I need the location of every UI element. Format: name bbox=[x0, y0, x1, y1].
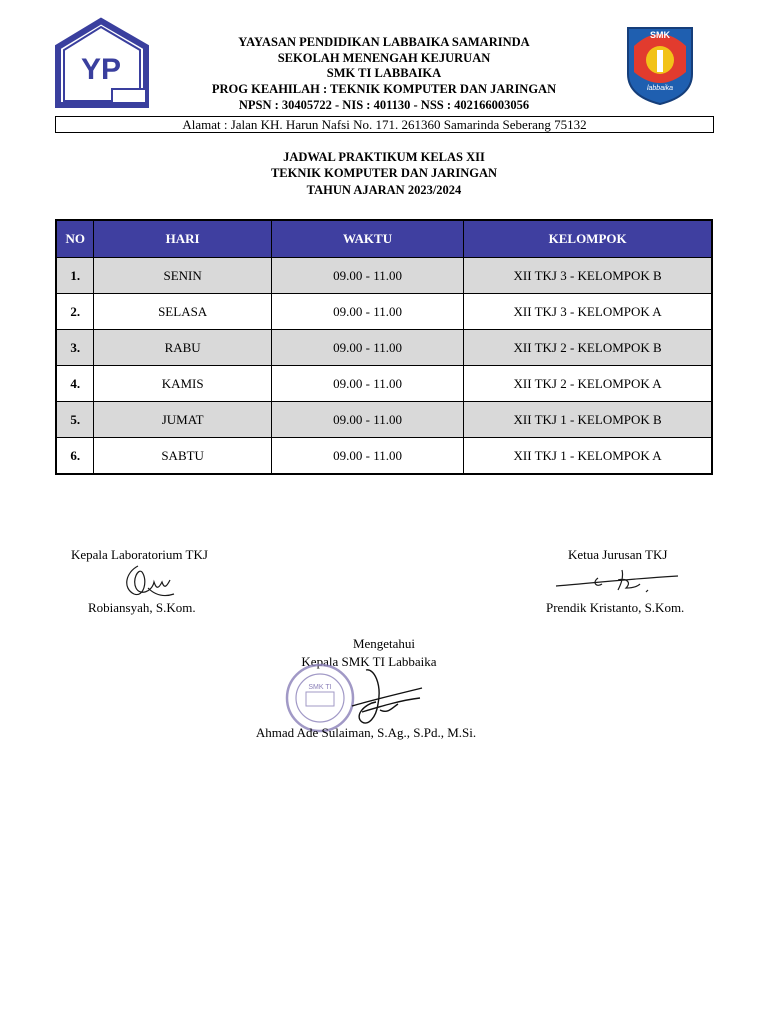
stamp-text: SMK TI bbox=[308, 684, 332, 691]
foundation-name: YAYASAN PENDIDIKAN LABBAIKA SAMARINDA bbox=[238, 35, 530, 49]
table-row bbox=[56, 294, 712, 330]
school-address: Alamat : Jalan KH. Harun Nafsi No. 171. 261360 Samarinda Seberang 75132 bbox=[55, 116, 714, 133]
dept-head-name: Prendik Kristanto, S.Kom. bbox=[546, 600, 685, 615]
doc-title: JADWAL PRAKTIKUM KELAS XII bbox=[283, 150, 485, 164]
principal-role: Kepala SMK TI Labbaika bbox=[301, 654, 437, 669]
cell-waktu: 09.00 - 11.00 bbox=[271, 402, 463, 438]
doc-subtitle: TEKNIK KOMPUTER DAN JARINGAN bbox=[270, 166, 498, 180]
dept-head-role: Ketua Jurusan TKJ bbox=[568, 547, 668, 562]
principal-signature-icon bbox=[332, 664, 424, 734]
table-row bbox=[56, 366, 712, 402]
schedule-table bbox=[55, 219, 713, 475]
cell-waktu: 09.00 - 11.00 bbox=[271, 366, 463, 402]
table-row bbox=[56, 438, 712, 475]
cell-no: 4. bbox=[56, 366, 94, 402]
cell-waktu: 09.00 - 11.00 bbox=[271, 258, 463, 294]
cell-no: 2. bbox=[56, 294, 94, 330]
header-hari: HARI bbox=[94, 220, 271, 258]
cell-no: 5. bbox=[56, 402, 94, 438]
lab-head-name: Robiansyah, S.Kom. bbox=[88, 600, 196, 615]
cell-no: 6. bbox=[56, 438, 94, 475]
lab-head-role: Kepala Laboratorium TKJ bbox=[71, 547, 208, 562]
cell-hari: RABU bbox=[94, 330, 271, 366]
table-row bbox=[56, 258, 712, 294]
cell-hari: SENIN bbox=[94, 258, 271, 294]
dept-head-signature-icon bbox=[554, 566, 680, 600]
cell-kelompok: XII TKJ 1 - KELOMPOK A bbox=[464, 438, 712, 475]
program-name: PROG KEAHILAH : TEKNIK KOMPUTER DAN JARINGAN bbox=[211, 82, 557, 96]
cell-kelompok: XII TKJ 1 - KELOMPOK B bbox=[464, 402, 712, 438]
cell-kelompok: XII TKJ 2 - KELOMPOK A bbox=[464, 366, 712, 402]
smk-logo-text: SMK bbox=[650, 30, 670, 40]
header-waktu: WAKTU bbox=[271, 220, 463, 258]
lab-head-signature-icon bbox=[118, 558, 180, 604]
cell-no: 1. bbox=[56, 258, 94, 294]
approval-prefix: Mengetahui bbox=[352, 636, 416, 651]
cell-kelompok: XII TKJ 2 - KELOMPOK B bbox=[464, 330, 712, 366]
smk-logo-caption: labbaika bbox=[646, 85, 674, 92]
principal-name: Ahmad Ade Sulaiman, S.Ag., S.Pd., M.Si. bbox=[255, 725, 477, 740]
school-type: SEKOLAH MENENGAH KEJURUAN bbox=[277, 51, 491, 65]
yp-logo-text: YP bbox=[80, 53, 122, 86]
cell-kelompok: XII TKJ 3 - KELOMPOK A bbox=[464, 294, 712, 330]
cell-waktu: 09.00 - 11.00 bbox=[271, 438, 463, 475]
cell-waktu: 09.00 - 11.00 bbox=[271, 330, 463, 366]
cell-no: 3. bbox=[56, 330, 94, 366]
school-ids: NPSN : 30405722 - NIS : 401130 - NSS : 402166003056 bbox=[238, 98, 530, 112]
header-no: NO bbox=[56, 220, 94, 258]
cell-hari: KAMIS bbox=[94, 366, 271, 402]
cell-kelompok: XII TKJ 3 - KELOMPOK B bbox=[464, 258, 712, 294]
school-name: SMK TI LABBAIKA bbox=[326, 66, 442, 80]
doc-year: TAHUN AJARAN 2023/2024 bbox=[306, 183, 462, 197]
table-header-row bbox=[56, 220, 712, 258]
cell-hari: SABTU bbox=[94, 438, 271, 475]
table-row bbox=[56, 402, 712, 438]
cell-hari: SELASA bbox=[94, 294, 271, 330]
cell-hari: JUMAT bbox=[94, 402, 271, 438]
table-row bbox=[56, 330, 712, 366]
cell-waktu: 09.00 - 11.00 bbox=[271, 294, 463, 330]
header-kelompok: KELOMPOK bbox=[464, 220, 712, 258]
